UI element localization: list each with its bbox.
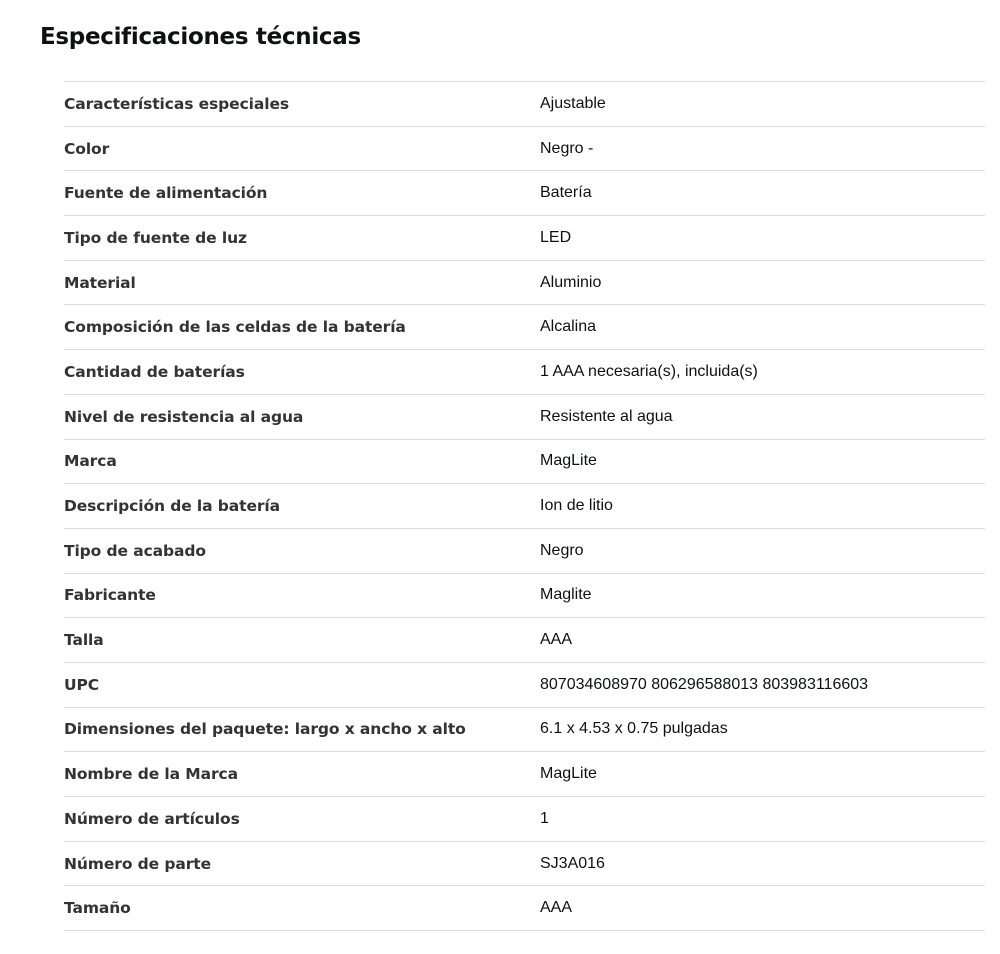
- spec-row: [64, 439, 985, 484]
- spec-row: [64, 126, 985, 171]
- spec-label: Tipo de fuente de luz: [64, 228, 247, 247]
- spec-value: Negro: [540, 541, 584, 559]
- spec-label: Fuente de alimentación: [64, 184, 268, 203]
- spec-value: Negro -: [540, 139, 594, 157]
- spec-label: Composición de las celdas de la batería: [64, 318, 406, 337]
- spec-value: Resistente al agua: [540, 407, 673, 425]
- spec-row: [64, 82, 985, 127]
- spec-label: Tamaño: [64, 899, 131, 918]
- spec-value: MagLite: [540, 765, 597, 783]
- spec-label: Marca: [64, 452, 117, 471]
- spec-value: Ion de litio: [540, 497, 613, 515]
- spec-row: [64, 528, 985, 573]
- spec-value: MagLite: [540, 452, 597, 470]
- spec-label: Material: [64, 273, 136, 292]
- spec-label: Tipo de acabado: [64, 541, 206, 560]
- spec-row: [64, 350, 985, 395]
- spec-row: [64, 886, 985, 931]
- section-title: Especificaciones técnicas: [40, 24, 361, 50]
- spec-label: Talla: [64, 631, 104, 650]
- spec-value: Maglite: [540, 586, 592, 604]
- spec-row: [64, 797, 985, 842]
- spec-value: Alcalina: [540, 318, 597, 336]
- spec-label: Número de parte: [64, 854, 211, 873]
- spec-value: SJ3A016: [540, 854, 605, 872]
- spec-value: 1: [540, 809, 549, 827]
- spec-table: [64, 81, 985, 931]
- spec-label: Nivel de resistencia al agua: [64, 407, 304, 426]
- spec-value: Ajustable: [540, 94, 606, 112]
- spec-value: LED: [540, 228, 572, 246]
- spec-row: [64, 752, 985, 797]
- spec-value: AAA: [540, 899, 573, 917]
- spec-label: UPC: [64, 675, 100, 694]
- spec-label: Cantidad de baterías: [64, 362, 245, 381]
- spec-value: Aluminio: [540, 273, 602, 291]
- spec-label: Características especiales: [64, 94, 289, 113]
- spec-row: [64, 171, 985, 216]
- spec-row: [64, 573, 985, 618]
- spec-row: [64, 618, 985, 663]
- spec-row: [64, 841, 985, 886]
- spec-row: [64, 305, 985, 350]
- spec-row: [64, 662, 985, 707]
- spec-row: [64, 394, 985, 439]
- spec-row: [64, 216, 985, 261]
- spec-value: 6.1 x 4.53 x 0.75 pulgadas: [540, 720, 728, 738]
- spec-label: Fabricante: [64, 586, 156, 605]
- spec-value: 1 AAA necesaria(s), incluida(s): [540, 362, 758, 380]
- spec-row: [64, 484, 985, 529]
- spec-label: Dimensiones del paquete: largo x ancho x alto: [64, 720, 466, 739]
- spec-value: Batería: [540, 184, 592, 202]
- spec-value: 807034608970 806296588013 803983116603: [540, 675, 869, 693]
- spec-value: AAA: [540, 631, 573, 649]
- spec-row: [64, 260, 985, 305]
- spec-row: [64, 707, 985, 752]
- spec-label: Número de artículos: [64, 809, 240, 828]
- spec-label: Color: [64, 139, 110, 158]
- spec-label: Nombre de la Marca: [64, 765, 238, 784]
- spec-label: Descripción de la batería: [64, 497, 280, 516]
